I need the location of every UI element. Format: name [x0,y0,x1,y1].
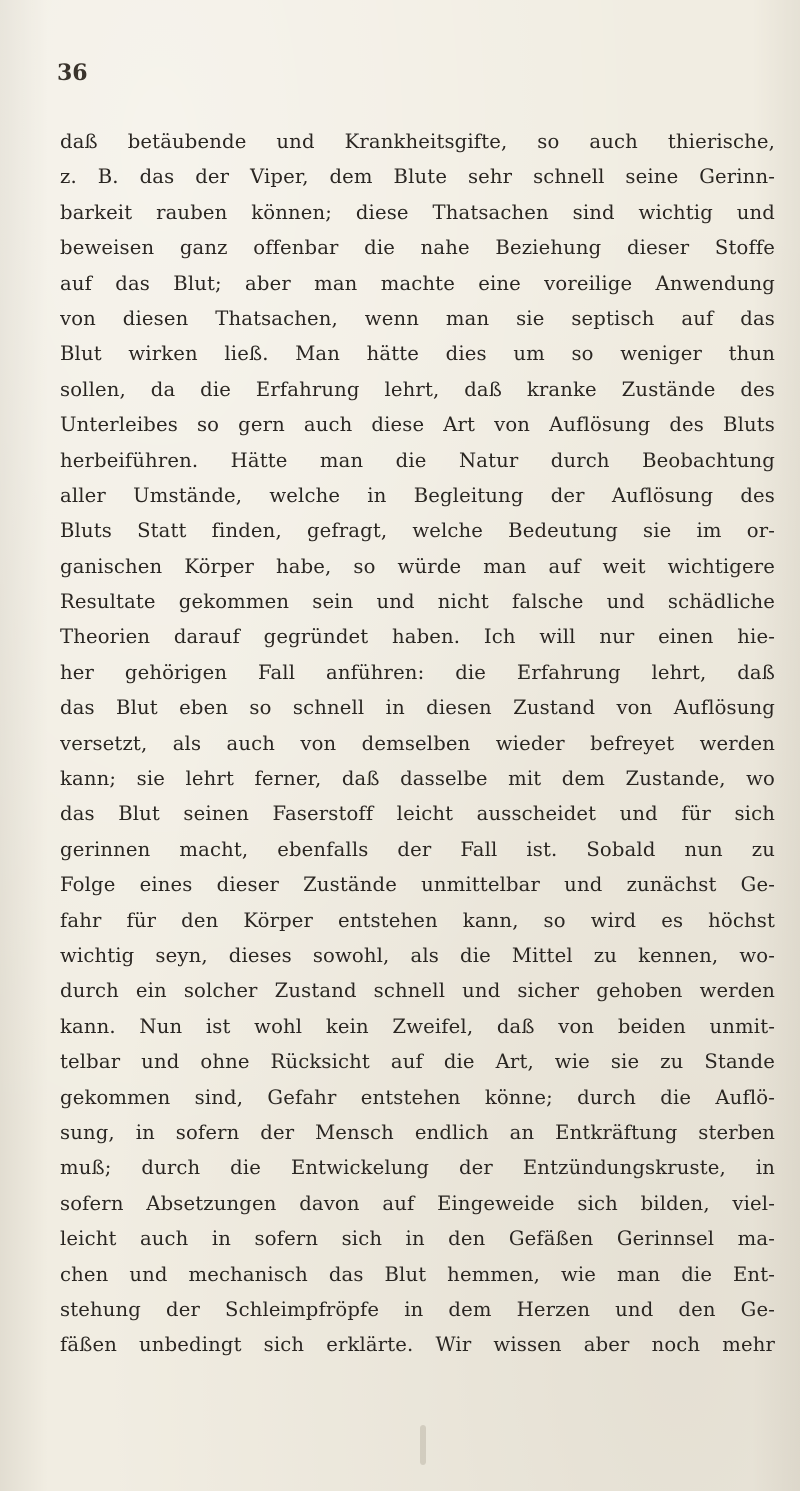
text-line: Resultate gekommen sein und nicht falsche und schädliche [60,590,775,614]
text-line: Bluts Statt finden, gefragt, welche Bedeutung sie im or- [60,519,775,543]
text-line: Blut wirken ließ. Man hätte dies um so weniger thun [60,342,775,366]
text-line: das Blut eben so schnell in diesen Zustand von Auflösung [60,696,775,720]
body-text [60,124,775,1363]
text-line: stehung der Schleimpfröpfe in dem Herzen und den Ge- [60,1297,775,1321]
text-line: beweisen ganz offenbar die nahe Beziehung dieser Stoffe [60,236,775,260]
text-line: durch ein solcher Zustand schnell und sicher gehoben werden [60,979,775,1003]
text-line: telbar und ohne Rücksicht auf die Art, wie sie zu Stande [60,1050,775,1074]
text-line: aller Umstände, welche in Begleitung der Auflösung des [60,483,775,507]
text-line: fäßen unbedingt sich erklärte. Wir wissen aber noch mehr [60,1333,775,1357]
paper-mark [420,1425,426,1465]
text-line: kann. Nun ist wohl kein Zweifel, daß von beiden unmit- [60,1014,775,1038]
text-line: gekommen sind, Gefahr entstehen könne; durch die Auflö- [60,1085,775,1109]
text-line: gerinnen macht, ebenfalls der Fall ist. Sobald nun zu [60,837,775,861]
text-line: Unterleibes so gern auch diese Art von Auflösung des Bluts [60,413,775,437]
text-line: barkeit rauben können; diese Thatsachen sind wichtig und [60,200,775,224]
text-line: Theorien darauf gegründet haben. Ich will nur einen hie- [60,625,775,649]
text-line: kann; sie lehrt ferner, daß dasselbe mit dem Zustande, wo [60,767,775,791]
text-line: muß; durch die Entwickelung der Entzündungskruste, in [60,1156,775,1180]
text-line: chen und mechanisch das Blut hemmen, wie man die Ent- [60,1262,775,1286]
text-line: z. B. das der Viper, dem Blute sehr schnell seine Gerinn- [60,165,775,189]
text-line: auf das Blut; aber man machte eine voreilige Anwendung [60,271,775,295]
text-line: herbeiführen. Hätte man die Natur durch Beobachtung [60,448,775,472]
text-line: versetzt, als auch von demselben wieder befreyet werden [60,731,775,755]
text-line: Folge eines dieser Zustände unmittelbar und zunächst Ge- [60,873,775,897]
text-line: von diesen Thatsachen, wenn man sie septisch auf das [60,306,775,330]
text-line: leicht auch in sofern sich in den Gefäßen Gerinnsel ma- [60,1227,775,1251]
text-line: das Blut seinen Faserstoff leicht ausscheidet und für sich [60,802,775,826]
text-line: fahr für den Körper entstehen kann, so wird es höchst [60,908,775,932]
text-line: her gehörigen Fall anführen: die Erfahrung lehrt, daß [60,660,775,684]
text-line: sofern Absetzungen davon auf Eingeweide sich bilden, viel- [60,1191,775,1215]
page-number: 36 [57,60,88,86]
text-line: sollen, da die Erfahrung lehrt, daß kranke Zustände des [60,377,775,401]
text-line: wichtig seyn, dieses sowohl, als die Mittel zu kennen, wo- [60,943,775,967]
text-line: ganischen Körper habe, so würde man auf weit wichtigere [60,554,775,578]
text-line: daß betäubende und Krankheitsgifte, so auch thierische, [60,130,775,153]
text-line: sung, in sofern der Mensch endlich an Entkräftung sterben [60,1120,775,1144]
